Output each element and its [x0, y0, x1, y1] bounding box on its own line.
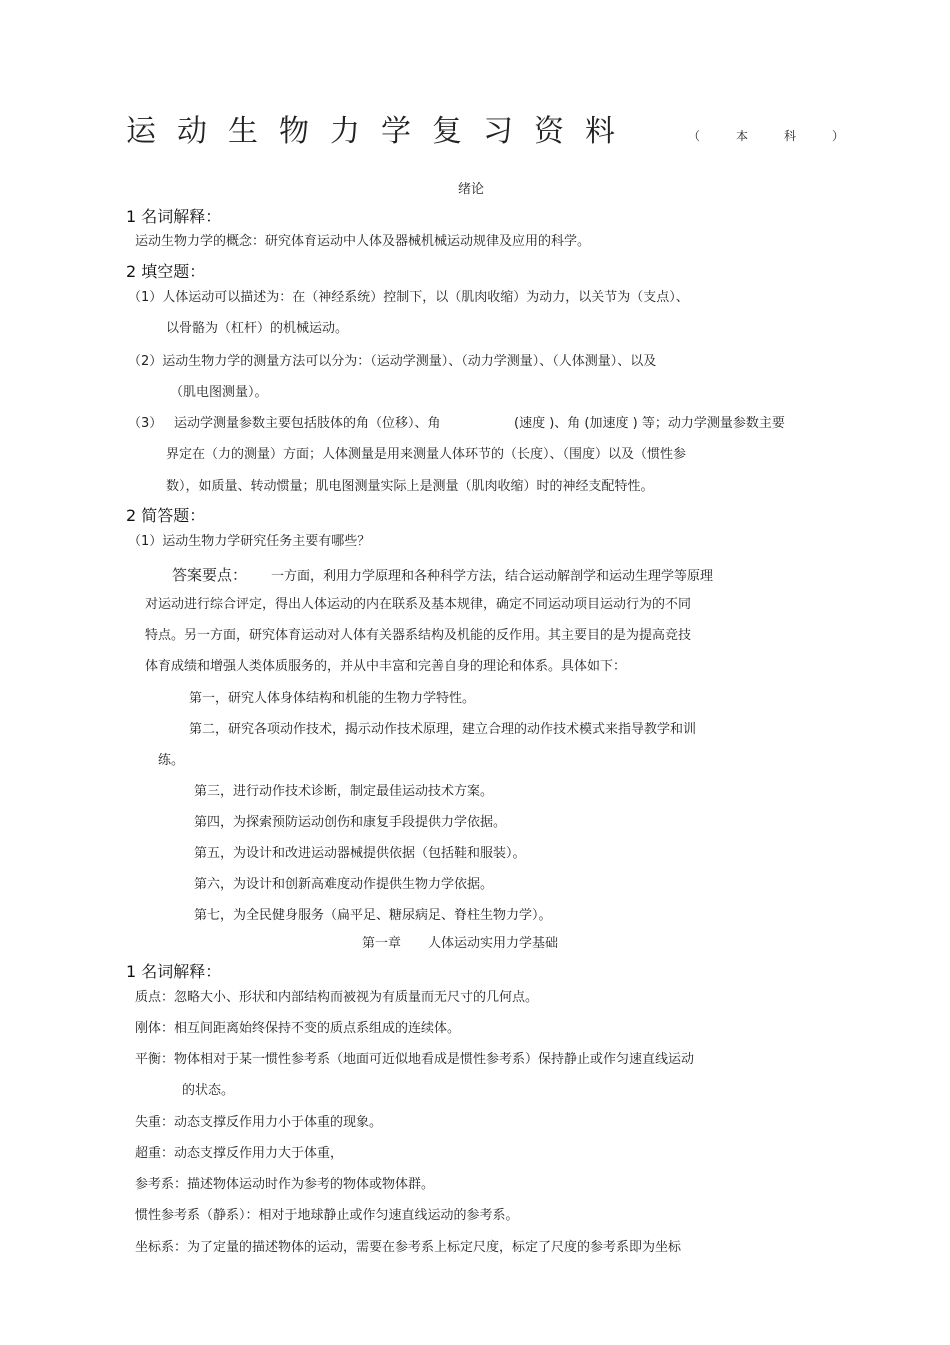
answer-point: 练。	[158, 753, 185, 768]
answer-label: 答案要点：	[172, 566, 248, 584]
answer-point: 第一，研究人体身体结构和机能的生物力学特性。	[189, 691, 476, 706]
question-line: 运动学测量参数主要包括肢体的角（位移）、角	[174, 416, 441, 431]
question-line: (速度 )、角 (加速度 ) 等；动力学测量参数主要	[514, 416, 785, 431]
heading-short-answer: 2 简答题：	[126, 506, 206, 525]
chapter-title: 人体运动实用力学基础	[428, 936, 559, 951]
definition-line: 失重：动态支撑反作用力小于体重的现象。	[135, 1115, 383, 1130]
section-heading-intro: 绪论	[458, 182, 485, 197]
answer-line: 一方面，利用力学原理和各种科学方法，结合运动解剖学和运动生理学等原理	[271, 569, 714, 584]
chapter-number: 第一章	[362, 936, 402, 951]
answer-line: 特点。另一方面，研究体育运动对人体有关器系结构及机能的反作用。其主要目的是为提高竞技	[145, 628, 692, 643]
question-line: （2）运动生物力学的测量方法可以分为：（运动学测量）、（动力学测量）、（人体测量）、以及	[128, 354, 657, 369]
question-line: 界定在（力的测量）方面；人体测量是用来测量人体环节的（长度）、（围度）以及（惯性参	[166, 447, 687, 462]
definition-line: 刚体：相互间距离始终保持不变的质点系组成的连续体。	[135, 1021, 461, 1036]
answer-point: 第四，为探索预防运动创伤和康复手段提供力学依据。	[194, 815, 507, 830]
answer-point: 第七，为全民健身服务（扁平足、糖尿病足、脊柱生物力学）。	[194, 908, 552, 923]
definition-line: 平衡：物体相对于某一惯性参考系（地面可近似地看成是惯性参考系）保持静止或作匀速直线运动	[135, 1052, 695, 1067]
question-line: 以骨骼为（杠杆）的机械运动。	[166, 321, 349, 336]
answer-line: 体育成绩和增强人类体质服务的，并从中丰富和完善自身的理论和体系。具体如下：	[145, 659, 627, 674]
question-number: （3）	[128, 416, 163, 431]
document-title: 运动生物力学复习资料	[126, 114, 636, 149]
question-line: 数），如质量、转动惯量；肌电图测量实际上是测量（肌肉收缩）时的神经支配特性。	[166, 479, 654, 494]
definition-line: 运动生物力学的概念：研究体育运动中人体及器械机械运动规律及应用的科学。	[135, 234, 591, 249]
heading-fill-blank: 2 填空题：	[126, 262, 206, 281]
definition-line: 质点：忽略大小、形状和内部结构而被视为有质量而无尺寸的几何点。	[135, 990, 539, 1005]
document-subtitle: （本科）	[688, 129, 881, 143]
answer-line: 对运动进行综合评定，得出人体运动的内在联系及基本规律，确定不同运动项目运动行为的不同	[145, 597, 692, 612]
definition-line: 的状态。	[182, 1083, 235, 1098]
question-line: （肌电图测量）。	[170, 385, 268, 400]
answer-point: 第三，进行动作技术诊断，制定最佳运动技术方案。	[194, 784, 494, 799]
question-line: （1）运动生物力学研究任务主要有哪些？	[128, 534, 371, 549]
heading-terms: 1 名词解释：	[126, 207, 222, 226]
definition-line: 超重：动态支撑反作用力大于体重，	[135, 1146, 344, 1161]
answer-point: 第五，为设计和改进运动器械提供依据（包括鞋和服装）。	[194, 846, 526, 861]
definition-line: 坐标系：为了定量的描述物体的运动，需要在参考系上标定尺度，标定了尺度的参考系即为坐标	[135, 1240, 682, 1255]
question-line: （1）人体运动可以描述为：在（神经系统）控制下，以（肌肉收缩）为动力，以关节为（支点）、	[128, 290, 689, 305]
definition-line: 惯性参考系（静系）：相对于地球静止或作匀速直线运动的参考系。	[135, 1208, 519, 1223]
answer-point: 第六，为设计和创新高难度动作提供生物力学依据。	[194, 877, 494, 892]
answer-point: 第二，研究各项动作技术，揭示动作技术原理，建立合理的动作技术模式来指导教学和训	[189, 722, 697, 737]
heading-terms: 1 名词解释：	[126, 962, 222, 981]
definition-line: 参考系：描述物体运动时作为参考的物体或物体群。	[135, 1177, 435, 1192]
